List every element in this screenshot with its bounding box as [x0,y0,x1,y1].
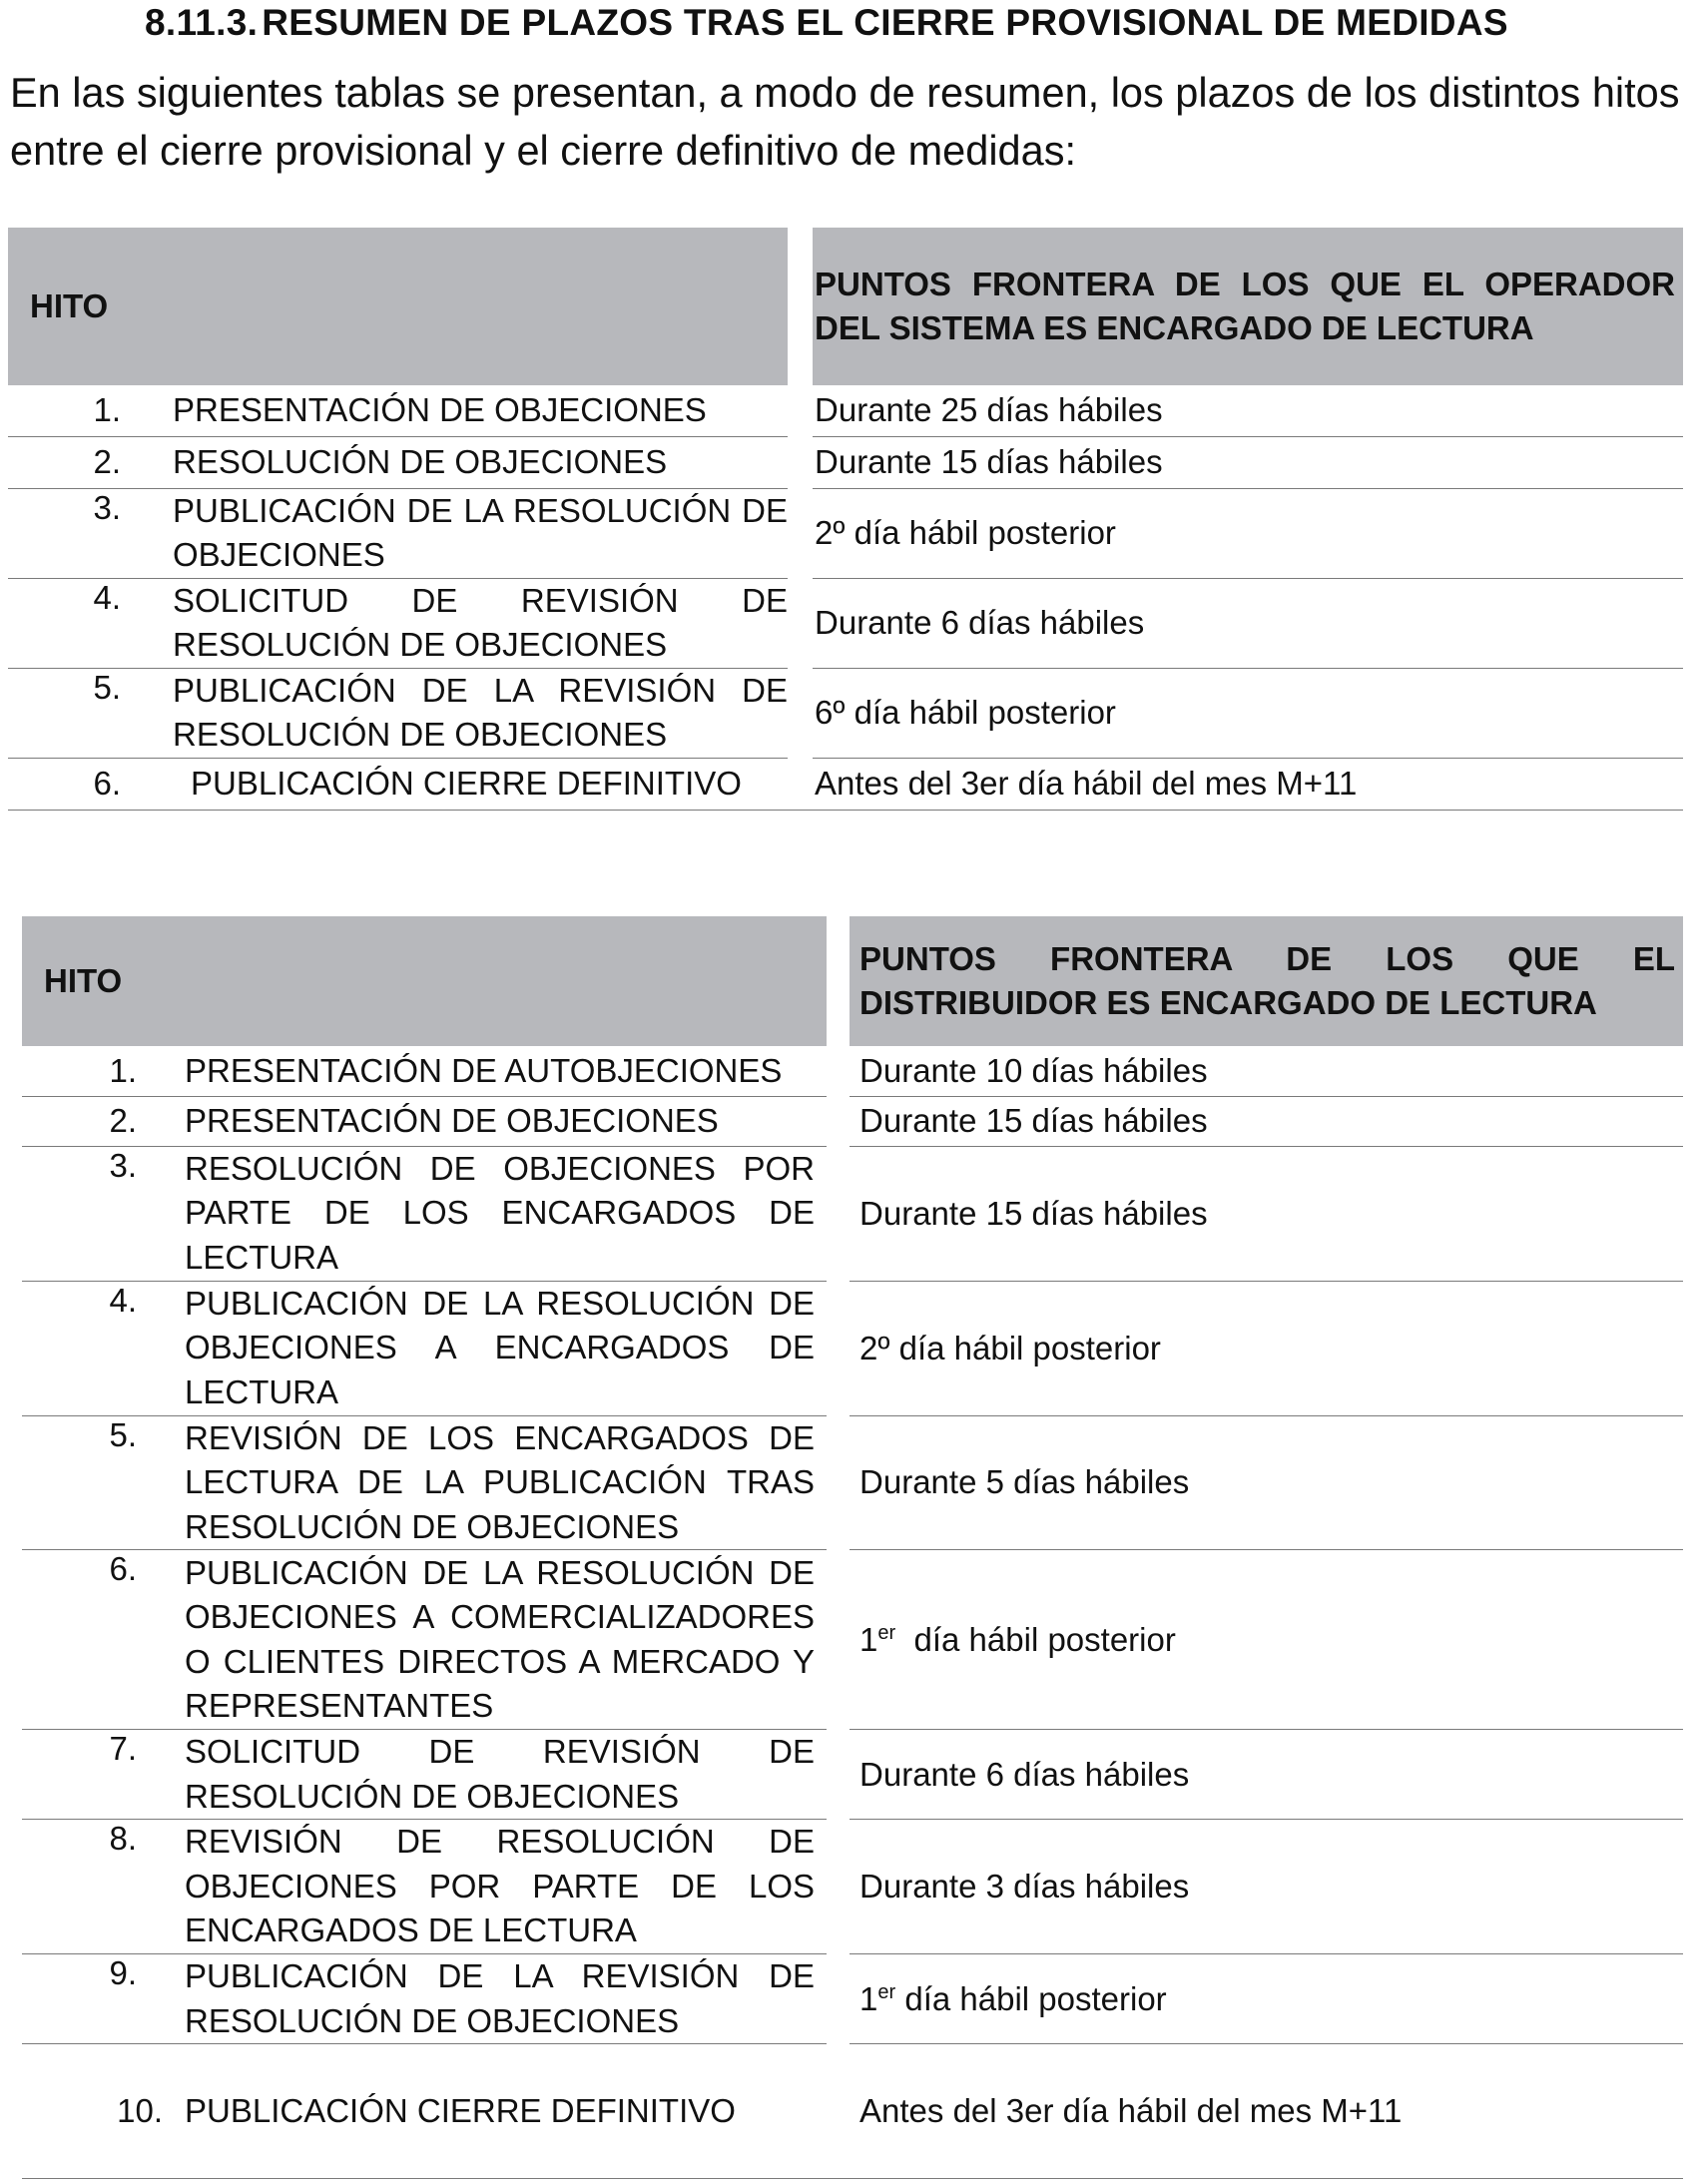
table-row: 8. REVISIÓN DE RESOLUCIÓN DE OBJECIONES POR PARTE DE LOS ENCARGADOS DE LECTURA Durante 3 días hábiles [22,1820,1683,1954]
table1-header-puntos: PUNTOS FRONTERA DE LOS QUE EL OPERADOR DEL SISTEMA ES ENCARGADO DE LECTURA [813,228,1683,385]
table-row: 3. PUBLICACIÓN DE LA RESOLUCIÓN DE OBJECIONES 2º día hábil posterior [8,488,1683,578]
section-heading [145,2,1508,44]
intro-paragraph: En las siguientes tablas se presentan, a modo de resumen, los plazos de los distintos hitos entre el cierre provisional y el cierre definitivo de medidas: [10,69,1680,174]
table-distribuidor [22,916,1683,2179]
table-row: 10. PUBLICACIÓN CIERRE DEFINITIVO Antes del 3er día hábil del mes M+11 [22,2044,1683,2179]
table-row: 6. PUBLICACIÓN CIERRE DEFINITIVO Antes del 3er día hábil del mes M+11 [8,758,1683,810]
table2-header-hito: HITO [22,916,827,1046]
table-row: 7. SOLICITUD DE REVISIÓN DE RESOLUCIÓN DE OBJECIONES Durante 6 días hábiles [22,1730,1683,1820]
table2-header-puntos: PUNTOS FRONTERA DE LOS QUE EL DISTRIBUIDOR ES ENCARGADO DE LECTURA [850,916,1683,1046]
table-row: 2. PRESENTACIÓN DE OBJECIONES Durante 15 días hábiles [22,1096,1683,1146]
table-row: 5. REVISIÓN DE LOS ENCARGADOS DE LECTURA DE LA PUBLICACIÓN TRAS RESOLUCIÓN DE OBJECIONES Durante 5 días hábiles [22,1415,1683,1550]
table-row: 6. PUBLICACIÓN DE LA RESOLUCIÓN DE OBJECIONES A COMERCIALIZADORES O CLIENTES DIRECTOS A MERCADO Y REPRESENTANTES 1er día hábil posterior [22,1550,1683,1730]
table-row: 2. RESOLUCIÓN DE OBJECIONES Durante 15 días hábiles [8,436,1683,488]
table-row: 1. PRESENTACIÓN DE AUTOBJECIONES Durante 10 días hábiles [22,1046,1683,1096]
table-row: 3. RESOLUCIÓN DE OBJECIONES POR PARTE DE LOS ENCARGADOS DE LECTURA Durante 15 días hábiles [22,1146,1683,1281]
table-row: 5. PUBLICACIÓN DE LA REVISIÓN DE RESOLUCIÓN DE OBJECIONES 6º día hábil posterior [8,668,1683,758]
table-row: 1. PRESENTACIÓN DE OBJECIONES Durante 25 días hábiles [8,385,1683,436]
table-row: 4. SOLICITUD DE REVISIÓN DE RESOLUCIÓN DE OBJECIONES Durante 6 días hábiles [8,578,1683,668]
table-row: 9. PUBLICACIÓN DE LA REVISIÓN DE RESOLUCIÓN DE OBJECIONES 1er día hábil posterior [22,1954,1683,2044]
section-number: 8.11.3. [145,2,259,43]
table1-header-hito: HITO [8,228,788,385]
table-row: 4. PUBLICACIÓN DE LA RESOLUCIÓN DE OBJECIONES A ENCARGADOS DE LECTURA 2º día hábil posterior [22,1281,1683,1415]
table-operador-sistema [8,228,1683,811]
section-title: RESUMEN DE PLAZOS TRAS EL CIERRE PROVISIONAL DE MEDIDAS [262,2,1508,43]
